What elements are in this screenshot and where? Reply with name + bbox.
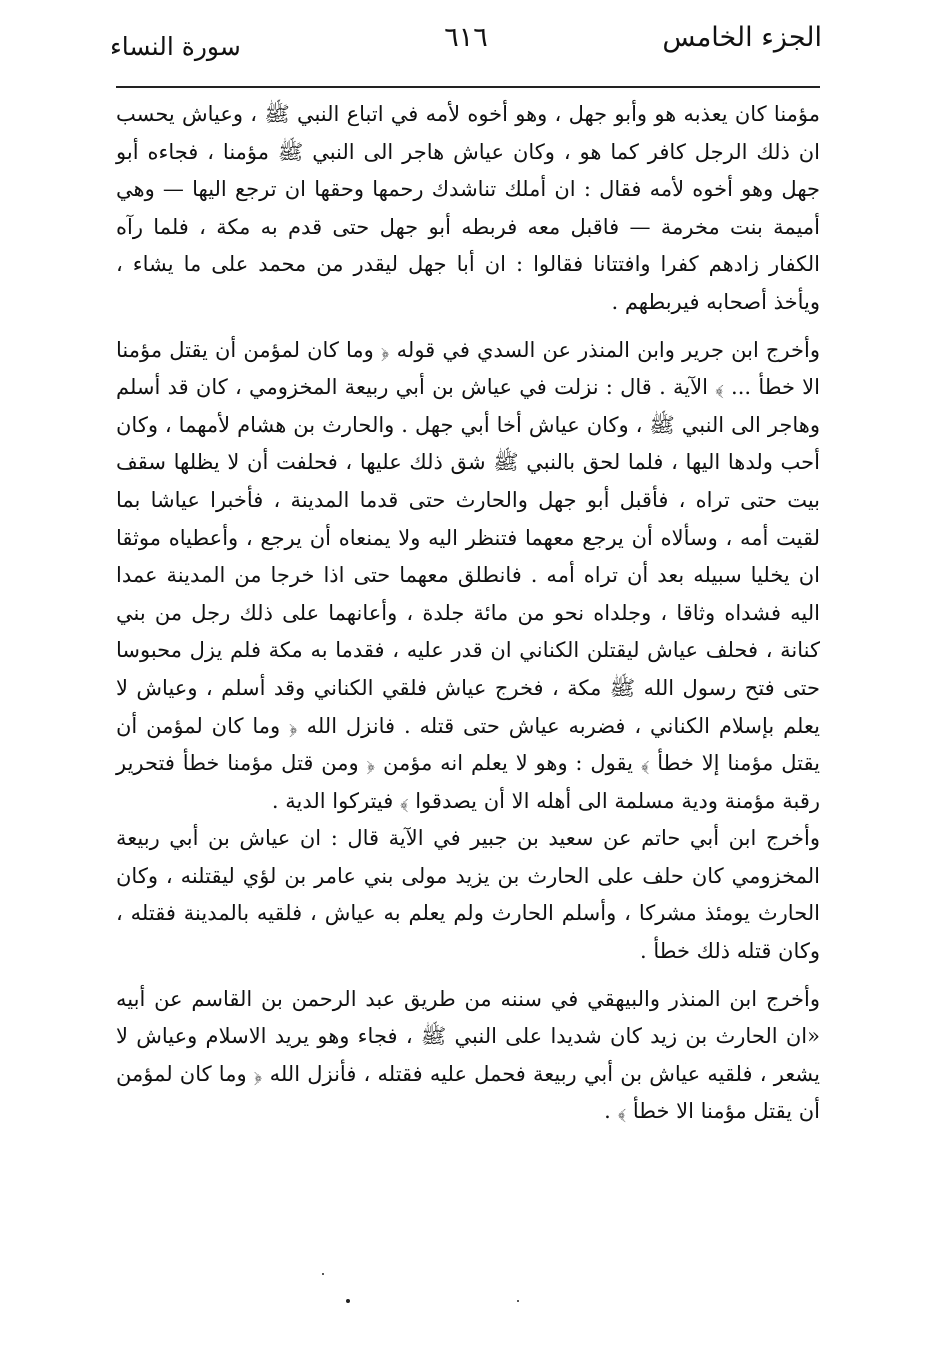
speck [322, 1273, 324, 1275]
page-number: ٦١٦ [444, 22, 488, 53]
paragraph: وأخرج ابن المنذر والبيهقي في سننه من طريق عبد الرحمن بن القاسم عن أبيه «ان الحارث بن زيد كان شديدا على النبي ﷺ ، فجاء وهو يريد الاسلام وعياش لا يشعر ، فلقيه عياش بن أبي ربيعة فحمل عليه فقتله ، فأنزل الله ﴿ وما كان لمؤمن أن يقتل مؤمنا الا خطأ ﴾ . [116, 986, 820, 1124]
paragraph: وأخرج ابن أبي حاتم عن سعيد بن جبير في الآية قال : ان عياش بن أبي ربيعة المخزومي كان حلف على الحارث بن يزيد مولى بني عامر بن لؤي ليقتلنه ، وكان الحارث يومئذ مشركا ، وأسلم الحارث ولم يعلم به عياش ، فلقيه بالمدينة فقتله ، وكان قتله ذلك خطأ . [116, 826, 820, 964]
surah-title: سورة النساء [110, 32, 241, 61]
header-divider [116, 86, 820, 88]
speck [346, 1299, 350, 1303]
paragraph: مؤمنا كان يعذبه هو وأبو جهل ، وهو أخوه لأمه في اتباع النبي ﷺ ، وعياش يحسب ان ذلك الرجل كافر كما هو ، وكان عياش هاجر الى النبي ﷺ مؤمنا ، فجاءه أبو جهل وهو أخوه لأمه فقال : ان أملك تناشدك رحمها وحقها ان ترجع اليها — وهي أميمة بنت مخرمة — فاقبل معه فربطه أبو جهل حتى قدم به مكة ، فلما رآه الكفار زادهم كفرا وافتتانا فقالوا : ان أبا جهل ليقدر من محمد على ما يشاء ، ويأخذ أصحابه فيربطهم . [116, 102, 820, 314]
page-body [116, 96, 820, 1131]
page-header [110, 18, 822, 68]
speck [517, 1300, 519, 1302]
paragraph: وأخرج ابن جرير وابن المنذر عن السدي في قوله ﴿ وما كان لمؤمن أن يقتل مؤمنا الا خطأ ... ﴾ الآية . قال : نزلت في عياش بن أبي ربيعة المخزومي ، كان قد أسلم وهاجر الى النبي ﷺ ، وكان عياش أخا أبي جهل . والحارث بن هشام لأمهما ، وكان أحب ولدها اليها ، فلما لحق بالنبي ﷺ شق ذلك عليها ، فحلفت أن لا يظلها سقف بيت حتى تراه ، فأقبل أبو جهل والحارث حتى قدما المدينة ، فأخبرا عياشا بما لقيت أمه ، وسألاه أن يرجع معهما فتنظر اليه ولا يمنعاه أن يرجع ، وأعطياه موثقا ان يخليا سبيله بعد أن تراه أمه . فانطلق معهما حتى اذا خرجا من المدينة عمدا اليه فشداه وثاقا ، وجلداه نحو من مائة جلدة ، وأعانهما على ذلك رجل من بني كنانة ، فحلف عياش ليقتلن الكناني ان قدر عليه ، فقدما به مكة فلم يزل محبوسا حتى فتح رسول الله ﷺ مكة ، فخرج عياش فلقي الكناني وقد أسلم ، وعياش لا يعلم بإسلام الكناني ، فضربه عياش حتى قتله . فانزل الله ﴿ وما كان لمؤمن أن يقتل مؤمنا إلا خطأ ﴾ يقول : وهو لا يعلم انه مؤمن ﴿ ومن قتل مؤمنا خطأ فتحرير رقبة مؤمنة ودية مسلمة الى أهله الا أن يصدقوا ﴾ فيتركوا الدية . [116, 337, 820, 813]
part-title: الجزء الخامس [662, 22, 822, 53]
